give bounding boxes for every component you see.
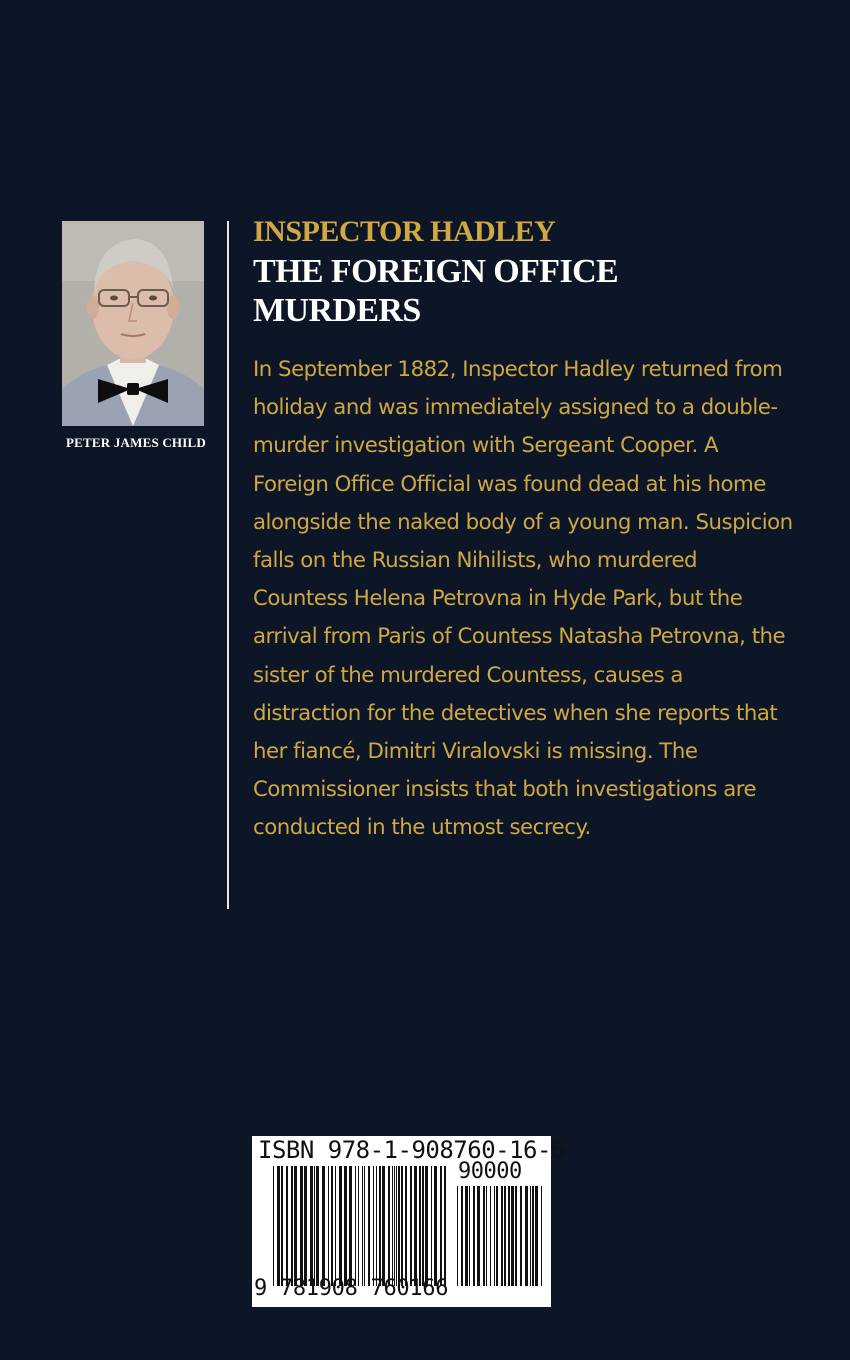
price-addon: 90000 <box>458 1159 522 1184</box>
book-title: THE FOREIGN OFFICE MURDERS <box>253 253 619 329</box>
author-name: PETER JAMES CHILD <box>66 435 206 450</box>
ean-digits: 9 781908 760166 <box>254 1276 449 1301</box>
isbn-label: ISBN 978-1-908760-16-6 <box>258 1136 565 1164</box>
series-title: INSPECTOR HADLEY <box>253 215 556 248</box>
book-blurb: In September 1882, Inspector Hadley returned from holiday and was immediately assigned to a double-murder investigation with Sergeant Cooper. A Foreign Office Official was found dead at his home alongside the naked body of a young man. Suspicion falls on the Russian Nihilists, who murdered Countess Helena Petrovna in Hyde Park, but the arrival from Paris of Countess Natasha Petrovna, the sister of the murdered Countess, causes a distraction for the detectives when she reports that her fiancé, Dimitri Viralovski is missing. The Commissioner insists that both investigations are conducted in the utmost secrecy. <box>253 357 793 841</box>
author-photo <box>62 221 204 426</box>
isbn-barcode <box>252 1136 565 1307</box>
vertical-divider <box>227 221 229 909</box>
